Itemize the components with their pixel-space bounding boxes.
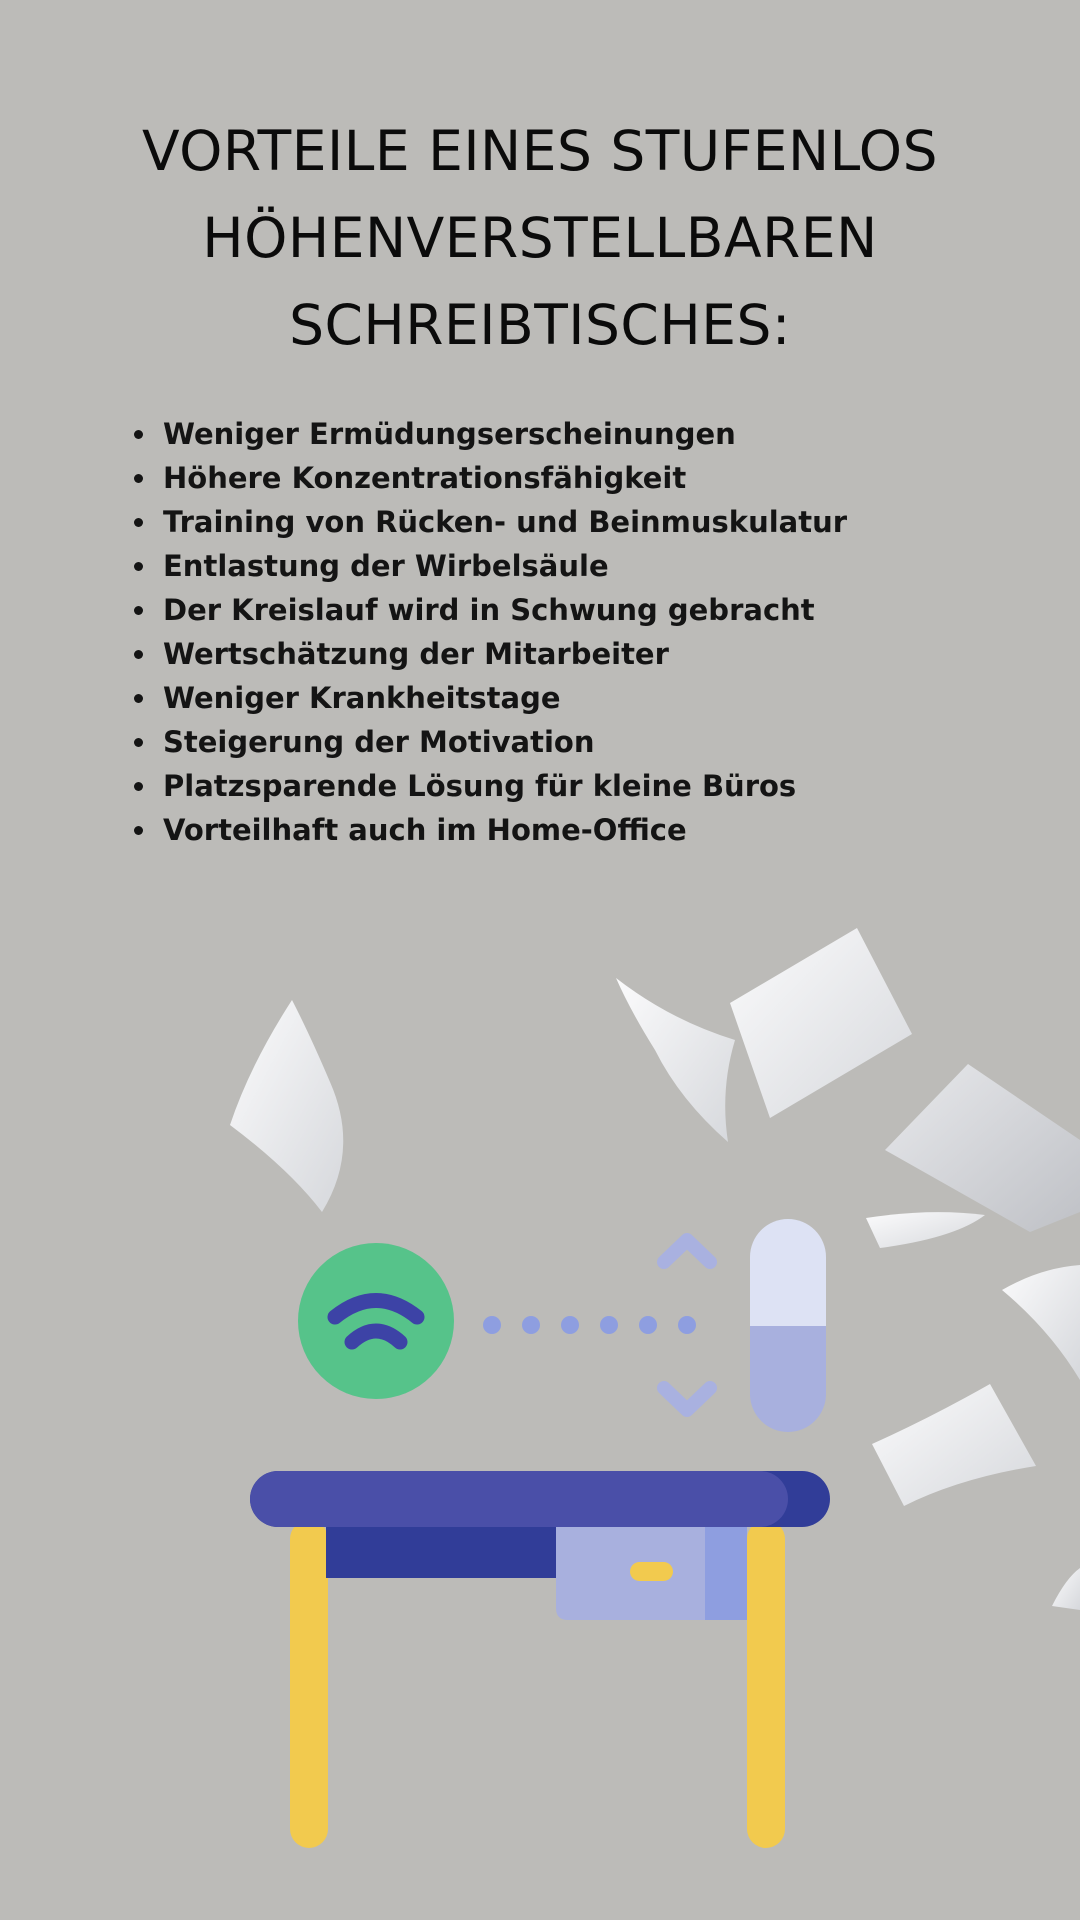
paper-sheet-icon bbox=[872, 1384, 1036, 1506]
list-item: Höhere Konzentrationsfähigkeit bbox=[134, 456, 847, 500]
list-item: Weniger Ermüdungserscheinungen bbox=[134, 412, 847, 456]
paper-sheet-icon bbox=[616, 978, 735, 1142]
desk-leg-left bbox=[290, 1520, 328, 1848]
list-item: Der Kreislauf wird in Schwung gebracht bbox=[134, 588, 847, 632]
paper-sheet-icon bbox=[730, 928, 912, 1118]
list-item: Steigerung der Motivation bbox=[134, 720, 847, 764]
desk-apron bbox=[326, 1520, 558, 1578]
list-item: Vorteilhaft auch im Home-Office bbox=[134, 808, 847, 852]
height-control-icon bbox=[750, 1219, 826, 1432]
benefits-list bbox=[134, 412, 847, 852]
paper-sheet-icon bbox=[230, 1000, 343, 1212]
title-line-2: HÖHENVERSTELLBAREN bbox=[202, 206, 878, 270]
list-item: Wertschätzung der Mitarbeiter bbox=[134, 632, 847, 676]
list-item: Training von Rücken- und Beinmuskulatur bbox=[134, 500, 847, 544]
desk-leg-right bbox=[747, 1520, 785, 1848]
desk bbox=[250, 1471, 830, 1848]
title-line-1: VORTEILE EINES STUFENLOS bbox=[141, 119, 939, 183]
paper-sheet-icon bbox=[885, 1064, 1080, 1232]
list-item: Platzsparende Lösung für kleine Büros bbox=[134, 764, 847, 808]
list-item: Entlastung der Wirbelsäule bbox=[134, 544, 847, 588]
list-item: Weniger Krankheitstage bbox=[134, 676, 847, 720]
title-line-3: SCHREIBTISCHES: bbox=[289, 293, 791, 357]
wifi-signal-icon bbox=[298, 1243, 454, 1399]
standing-desk-illustration bbox=[0, 900, 1080, 1920]
connection-dots bbox=[483, 1316, 696, 1334]
paper-sheet-icon bbox=[1002, 1265, 1080, 1380]
paper-sheet-icon bbox=[1052, 1568, 1080, 1610]
page-title bbox=[60, 108, 1020, 369]
drawer-handle bbox=[630, 1562, 673, 1581]
paper-sheet-icon bbox=[866, 1212, 985, 1248]
